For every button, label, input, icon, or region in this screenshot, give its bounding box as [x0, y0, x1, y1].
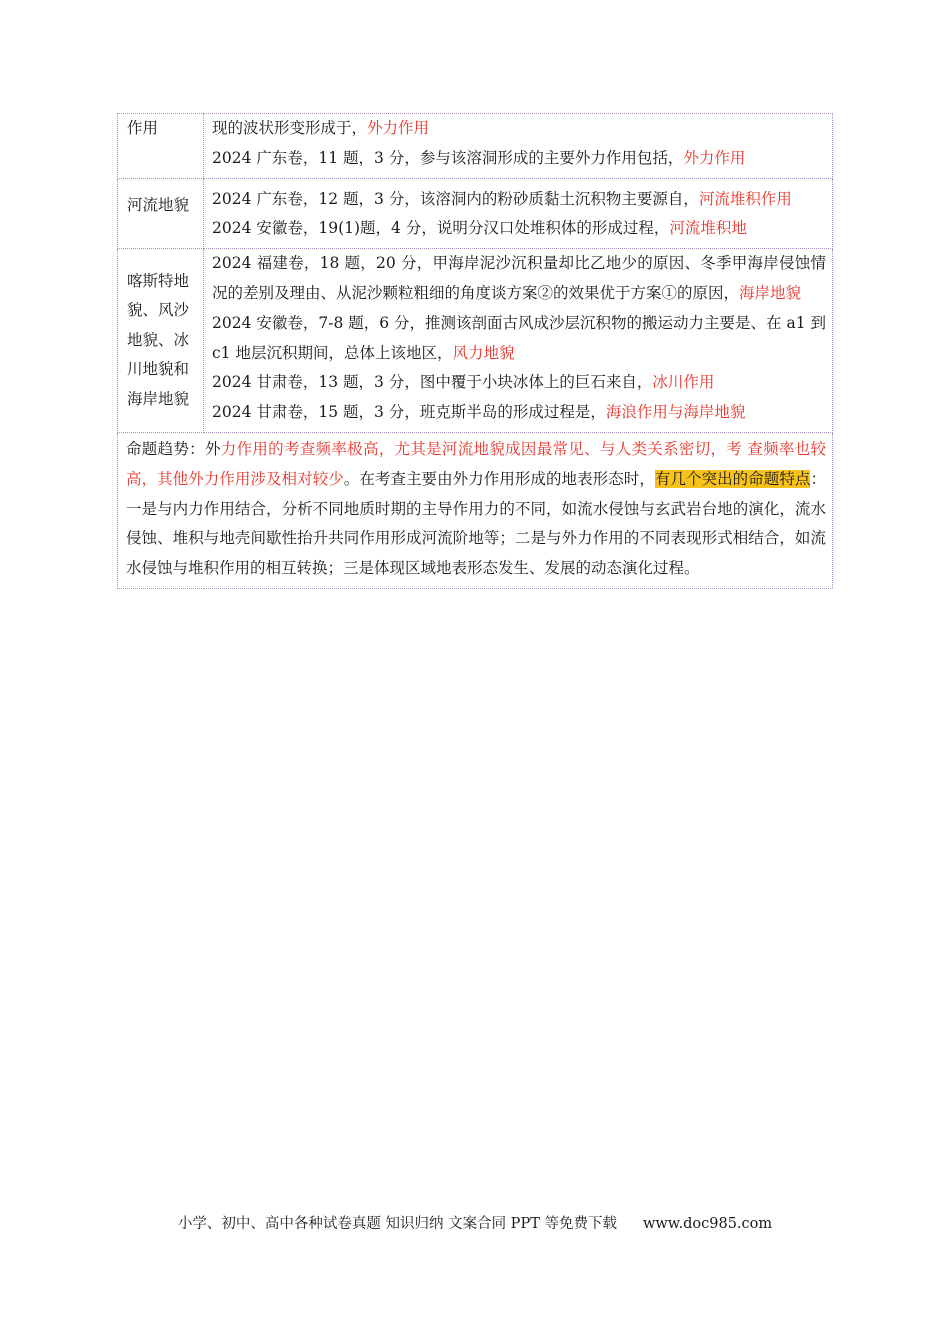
- page-footer: [0, 1212, 950, 1233]
- item-text: 现的波状形变形成于，: [212, 119, 368, 137]
- item-text: 2024 甘肃卷，15 题，3 分，班克斯半岛的形成过程是，: [212, 403, 606, 422]
- list-item: [212, 114, 826, 144]
- content-cell: [204, 178, 833, 249]
- table-row: [118, 249, 833, 433]
- item-answer: 海浪作用与海岸地貌: [605, 403, 746, 422]
- footer-url[interactable]: www.doc985.com: [642, 1216, 773, 1232]
- trend-tail: ：一是与内力作用结合，分析不同地质时期的主导作用力的不同，如流水侵蚀与玄武岩台地的演化，流水侵蚀、堆积与地壳间歇性抬升共同作用形成河流阶地等；二是与外力作用的不同表现形式相结合，如流水侵蚀与堆积作用的相互转换；三是体现区域地表形态发生、发展的动态演化过程。: [126, 469, 826, 578]
- content-cell: [204, 249, 833, 433]
- item-text: 2024 安徽卷，19(1)题，4 分，说明分汉口处堆积体的形成过程，: [212, 219, 670, 238]
- list-item: [212, 185, 826, 215]
- trend-marked-text: 有几个突出的命题特点: [654, 469, 811, 488]
- trend-cell: [118, 432, 833, 588]
- trend-row: [118, 432, 833, 588]
- list-item: [212, 398, 826, 428]
- list-item: [212, 309, 826, 369]
- item-answer: 河流堆积作用: [698, 189, 792, 208]
- list-item: [212, 214, 826, 244]
- item-text: 2024 福建卷，18 题，20 分，甲海岸泥沙沉积量却比乙地少的原因、冬季甲海岸侵蚀情况的差别及理由、从泥沙颗粒粗细的角度谈方案②的效果优于方案①的原因，: [212, 254, 826, 302]
- item-text: 2024 安徽卷，7-8 题，6 分，推测该剖面古风成沙层沉积物的搬运动力主要是、在 a1 到 c1 地层沉积期间，总体上该地区，: [212, 313, 827, 362]
- item-text: 2024 广东卷，12 题，3 分，该溶洞内的粉砂质黏土沉积物主要源自，: [212, 189, 699, 208]
- item-text: 2024 广东卷，11 题，3 分，参与该溶洞形成的主要外力作用包括，: [212, 148, 684, 167]
- category-label: 喀斯特地貌、风沙地貌、冰川地貌和海岸地貌: [127, 271, 190, 408]
- item-answer: 外力作用: [683, 148, 746, 167]
- content-cell: [204, 114, 833, 179]
- item-answer: 外力作用: [367, 119, 430, 137]
- table-row: [118, 114, 833, 179]
- list-item: [212, 144, 826, 174]
- trend-lead: 命题趋势：外: [126, 439, 221, 458]
- category-label: 作用: [127, 119, 159, 137]
- category-label: 河流地貌: [127, 195, 190, 214]
- category-cell: [118, 249, 204, 433]
- table-row: [118, 178, 833, 249]
- item-answer: 海岸地貌: [739, 283, 802, 302]
- trend-highlight: 力作用的考查频率极高，尤其是河流地貌成因最常见、与人类关系密切，考 查频率也较高，其他外力作用涉及相对较少: [126, 439, 826, 488]
- list-item: [212, 249, 826, 309]
- item-answer: 河流堆积地: [669, 219, 747, 238]
- category-cell: [118, 178, 204, 249]
- trend-middle: 。在考查主要由外力作用形成的地表形态时，: [343, 469, 655, 488]
- list-item: [212, 368, 826, 398]
- item-answer: 风力地貌: [452, 343, 515, 362]
- category-cell: [118, 114, 204, 179]
- footer-text: 小学、初中、高中各种试卷真题 知识归纳 文案合同 PPT 等免费下载: [177, 1216, 617, 1232]
- item-text: 2024 甘肃卷，13 题，3 分，图中覆于小块冰体上的巨石来自，: [212, 373, 653, 392]
- item-answer: 冰川作用: [652, 373, 715, 392]
- topic-table: [117, 113, 833, 589]
